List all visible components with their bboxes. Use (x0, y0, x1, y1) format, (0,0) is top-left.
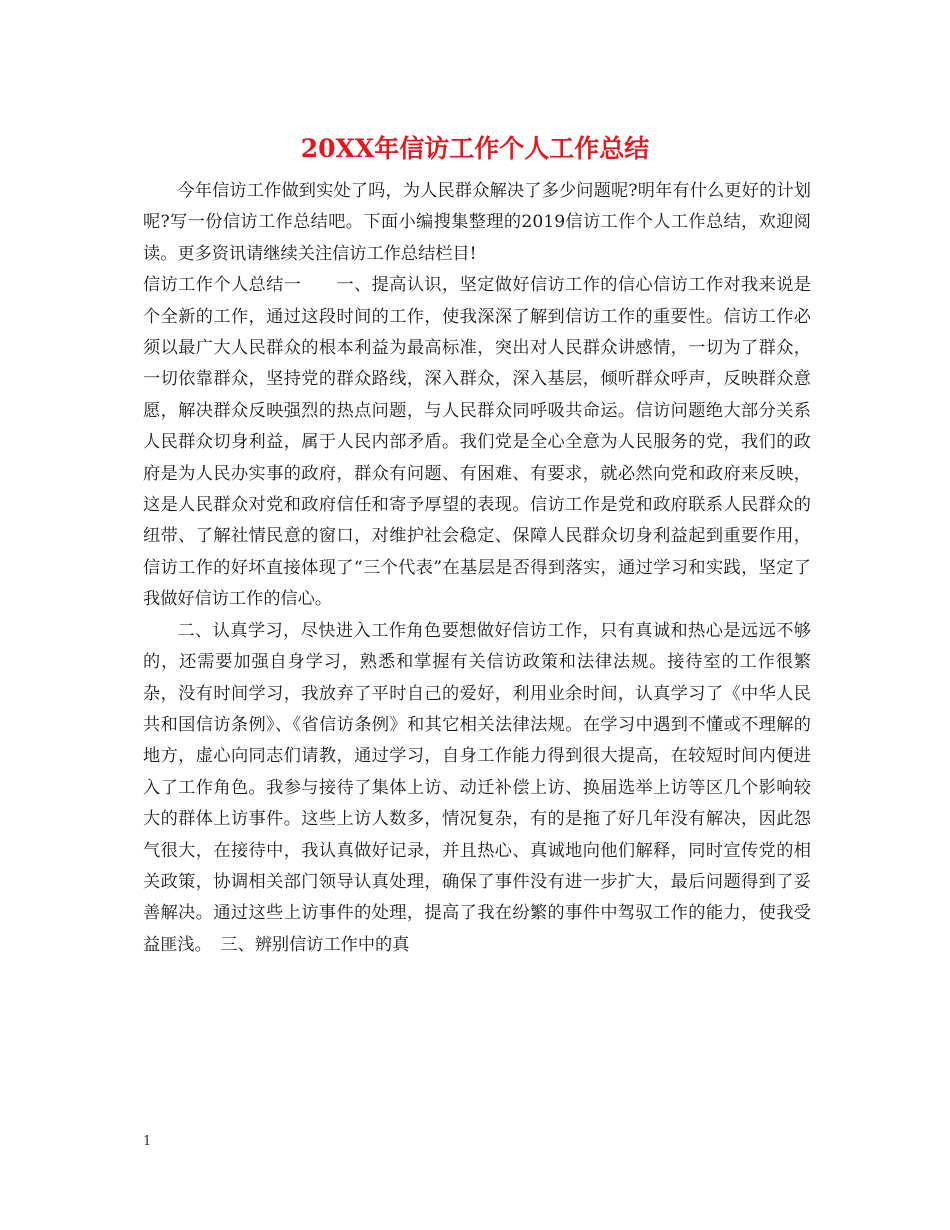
section-2-body: 二、认真学习，尽快进入工作角色要想做好信访工作，只有真诚和热心是远远不够的，还需要加强自身学习，熟悉和掌握有关信访政策和法律法规。接待室的工作很繁杂，没有时间学习，我放弃了平时自己的爱好，利用业余时间，认真学习了《中华人民共和国信访条例》、《省信访条例》和其它相关法律法规。在学习中遇到不懂或不理解的地方，虚心向同志们请教，通过学习，自身工作能力得到很大提高，在较短时间内便进入了工作角色。我参与接待了集体上访、动迁补偿上访、换届选举上访等区几个影响较大的群体上访事件。这些上访人数多，情况复杂，有的是拖了好几年没有解决，因此怨气很大，在接待中，我认真做好记录，并且热心、真诚地向他们解释，同时宣传党的相关政策，协调相关部门领导认真处理，确保了事件没有进一步扩大，最后问题得到了妥善解决。通过这些上访事件的处理，提高了我在纷繁的事件中驾驭工作的能力，使我受益匪浅。 (143, 620, 811, 955)
section-3-start: 三、辨别信访工作中的真 (220, 934, 410, 955)
heading-gap (301, 275, 336, 295)
page-number: 1 (143, 1134, 152, 1149)
document-title: 20XX年信访工作个人工作总结 (300, 134, 650, 163)
intro-paragraph: 今年信访工作做到实处了吗，为人民群众解决了多少问题呢?明年有什么更好的计划呢?写一份信访工作总结吧。下面小编搜集整理的2019信访工作个人工作总结，欢迎阅读。更多资讯请继续关注信访工作总结栏目! (143, 181, 811, 264)
section-1-paragraph (143, 270, 811, 615)
section-2-paragraph (143, 616, 811, 961)
inline-gap (203, 935, 220, 955)
section-1-body: 一、提高认识，坚定做好信访工作的信心信访工作对我来说是个全新的工作，通过这段时间的工作，使我深深了解到信访工作的重要性。信访工作必须以最广大人民群众的根本利益为最高标准，突出对人民群众讲感情，一切为了群众，一切依靠群众，坚持党的群众路线，深入群众，深入基层，倾听群众呼声，反映群众意愿，解决群众反映强烈的热点问题，与人民群众同呼吸共命运。信访问题绝大部分关系人民群众切身利益，属于人民内部矛盾。我们党是全心全意为人民服务的党，我们的政府是为人民办实事的政府，群众有问题、有困难、有要求，就必然向党和政府来反映，这是人民群众对党和政府信任和寄予厚望的表现。信访工作是党和政府联系人民群众的纽带、了解社情民意的窗口，对维护社会稳定、保障人民群众切身利益起到重要作用，信访工作的好坏直接体现了“三个代表”在基层是否得到落实，通过学习和实践，坚定了我做好信访工作的信心。 (143, 275, 811, 610)
section-1-heading: 信访工作个人总结一 (143, 275, 302, 296)
document-body (143, 176, 811, 961)
